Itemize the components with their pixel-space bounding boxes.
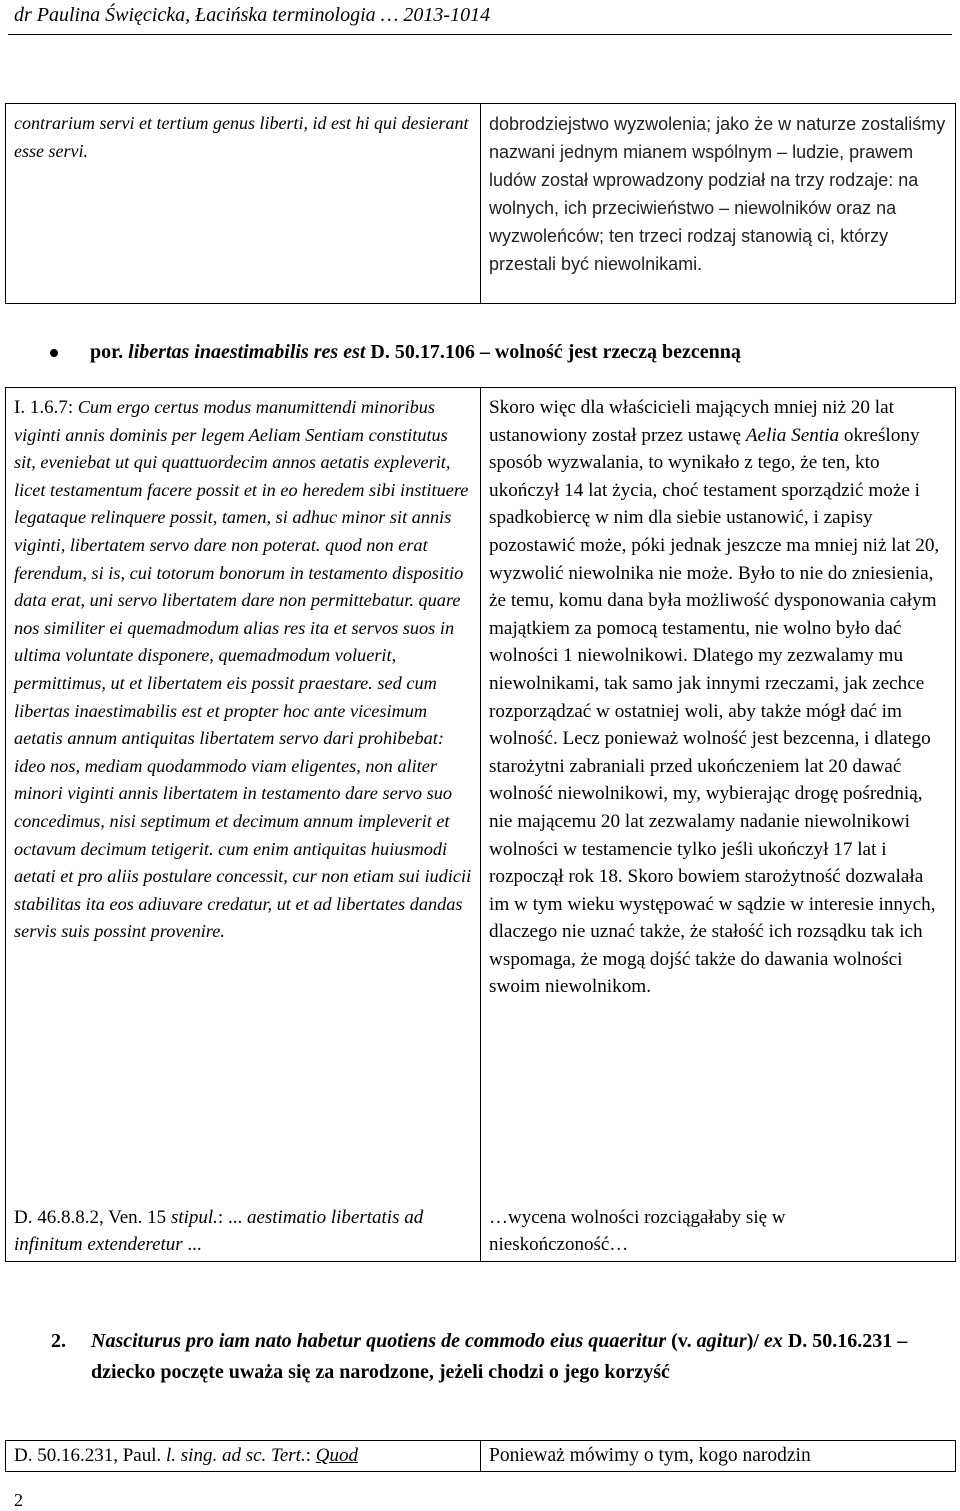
colon: : (305, 1445, 311, 1466)
polish-text-a: Skoro więc dla właścicieli mających mniej niż 20 lat ustanowiony został przez ustawę (489, 397, 894, 446)
book-ref: l. sing. ad sc. Tert. (166, 1445, 306, 1466)
latin-cell (6, 388, 481, 1262)
polish-passage (489, 394, 947, 1001)
page-number: 2 (14, 1490, 23, 1510)
translation-table-2 (5, 387, 956, 1262)
digest-source: D. 50.16.231 – dziecko poczęte uważa się za narodzone, jeżeli chodzi o jego korzyść (91, 1330, 908, 1383)
variant-word: agitur (696, 1330, 747, 1352)
polish-text-b: określony sposób wyzwalania, to wynikało z tego, że ten, kto ukończył 14 lat życia, choć testament sporządzić może i spadkobiercę w nim dla siebie ustanowić, i zapisy pozostawić może, póki jednak jeszcze ma mniej niż lat 20, wyzwolić niewolnika nie może. Było to nie do zniesienia, że temu, komu dana była możliwość dysponowania całym majątkiem za pomocą testamentu, nie wolno było dać wolności 1 niewolnikowi. Dlatego my zezwalamy mu niewolnikami, tak samo jak innymi rzeczami, jak zechce rozporządzać w ostatniej woli, aby także mógł dać im wolność. Lecz ponieważ wolność jest bezcenna, i dlatego starożytni zabraniali przed ukończeniem lat 20 dawać wolność niewolnikowi, my, wybierając drogę pośrednią, nie mającemu 20 lat zezwalamy nadanie niewolnikowi wolności w testamencie tylko jeśli ukończył 17 lat i rozpoczął rok 18. Skoro bowiem starożytność dozwalała im w tym wieku występować w sądzie w interesie innych, dlaczego nie uznać także, że stałość ich rozsądku tak ich wspomaga, że mogą dojść także do dawania wolności swoim niewolnikom. (489, 424, 940, 998)
por-label: por. (90, 341, 124, 363)
latin-line (6, 1441, 480, 1471)
variant-open: (v. (666, 1330, 692, 1352)
lex-name: Aelia Sentia (745, 424, 840, 446)
quote-start: Quod (315, 1445, 358, 1466)
polish-cell (481, 1441, 956, 1472)
numbered-item-2 (51, 1326, 931, 1388)
page-header: dr Paulina Święcicka, Łacińska terminologia … 2013-1014 (14, 4, 491, 26)
variant-close: )/ (746, 1330, 759, 1352)
reference-separator: : ... (217, 1207, 243, 1228)
source-ref: D. 50.16.231, Paul. (14, 1445, 162, 1466)
reference-source: D. 46.8.8.2, Ven. 15 (14, 1207, 167, 1228)
reference-ellipsis: ... (187, 1234, 202, 1255)
digest-reference: D. 50.17.106 – wolność jest rzeczą bezcenną (370, 341, 741, 363)
polish-text: dobrodziejstwo wyzwolenia; jako że w naturze zostaliśmy nazwani jednym mianem wspólnym – ludzie, prawem ludów został wprowadzony podział na trzy rodzaje: na wolnych, ich przeciwieństwo – niewolników oraz na wyzwoleńców; ten trzeci rodzaj stanowią ci, którzy przestali być niewolnikami. (489, 114, 946, 274)
ex-label: ex (763, 1330, 783, 1352)
institutiones-reference: I. 1.6.7: (14, 397, 74, 418)
latin-cell (6, 1441, 481, 1472)
latin-maxim: Nasciturus pro iam nato habetur quotiens de commodo eius quaeritur (91, 1330, 667, 1352)
item-number: 2. (51, 1330, 66, 1352)
reference-quote: aestimatio libertatis ad infinitum extenderetur (14, 1207, 424, 1255)
bullet-icon (50, 349, 58, 357)
latin-passage (14, 394, 472, 946)
translation-table-3 (5, 1440, 956, 1472)
latin-text: contrarium servi et tertium genus liberti, id est hi qui desierant esse servi. (14, 113, 469, 161)
latin-phrase: libertas inaestimabilis res est (128, 341, 366, 363)
digest-reference-block (14, 1204, 472, 1258)
header-rule (8, 34, 952, 35)
polish-cell (481, 388, 956, 1262)
polish-cell (481, 104, 956, 304)
latin-cell (6, 104, 481, 304)
polish-line: Ponieważ mówimy o tym, kogo narodzin (489, 1445, 811, 1466)
bullet-text (90, 341, 741, 364)
latin-text: Cum ergo certus modus manumittendi minoribus viginti annis dominis per legem Aeliam Sentiam constitutus sit, eveniebat ut qui quattuordecim annos aetatis expleverit, licet testamentum facere possit et in eo heredem sibi instituere legataque relinquere possit, tamen, si adhuc minor sit annis viginti, libertatem servo dare non poterat. quod non erat ferendum, si is, cui totorum bonorum in testamento dispositio data erat, uni servo libertatem dare non permittebatur. quare nos similiter ei quemadmodum alias res ita et servos suos in ultima voluntate disponere, quemadmodum voluerit, permittimus, ut et libertatem eis possit praestare. sed cum libertas inaestimabilis est et propter hoc ante vicesimum aetatis annum antiquitas libertatem servo dari prohibebat: ideo nos, mediam quodammodo viam eligentes, non aliter minori viginti annis libertatem in testamento dare servo suo concedimus, nisi septimum et decimum annum impleverit et octavum decimum tetigerit. cum enim antiquitas huiusmodi aetati et pro aliis postulare concessit, cur non etiam sui iudicii stabilitas ita eos adiuvare credatur, ut et ad libertates dandas servis suis possint provenire. (14, 397, 472, 942)
translation-table-1 (5, 103, 956, 304)
reference-work: stipul. (170, 1207, 218, 1228)
item-body (91, 1326, 931, 1388)
polish-reference-translation: …wycena wolności rozciągałaby się w nieskończoność… (489, 1207, 786, 1255)
